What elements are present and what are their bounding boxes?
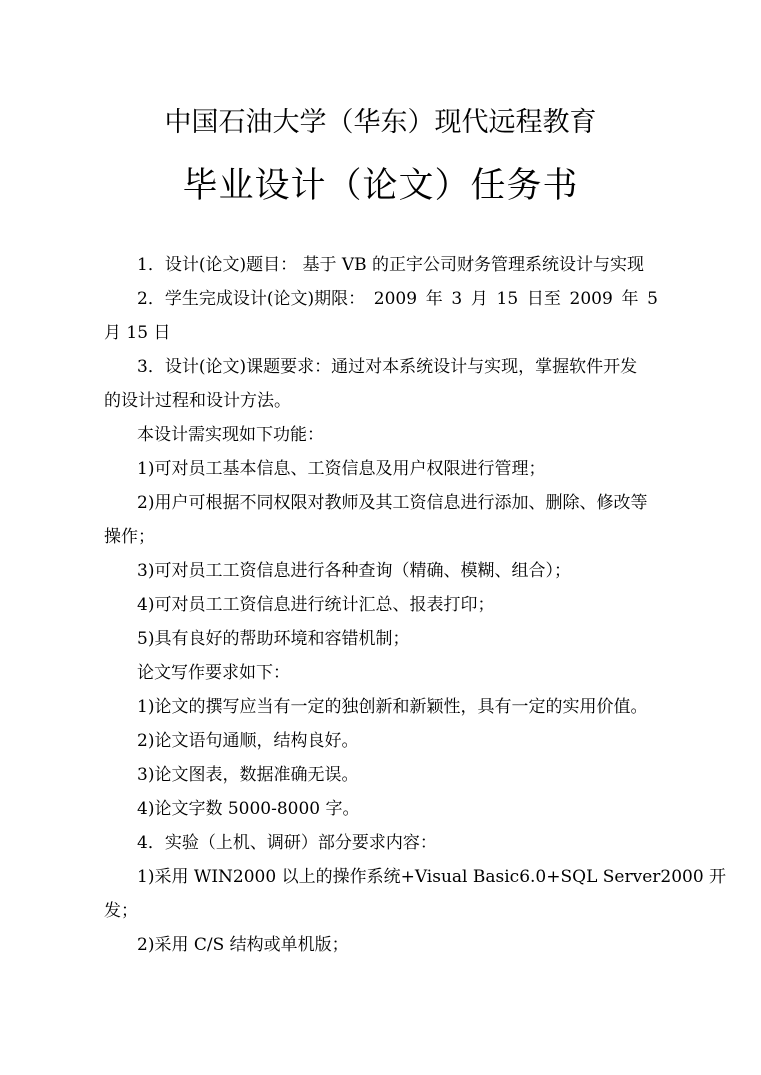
- text-fragment: 年: [621, 289, 639, 309]
- text-line: 4)可对员工工资信息进行统计汇总、报表打印；: [137, 595, 495, 615]
- text-line: 3．设计(论文)课题要求：通过对本系统设计与实现，掌握软件开发: [137, 357, 638, 377]
- text-line: 1)可对员工基本信息、工资信息及用户权限进行管理；: [137, 459, 546, 479]
- text-line: 3)可对员工工资信息进行各种查询（精确、模糊、组合）；: [137, 561, 571, 581]
- text-fragment: 月: [470, 289, 488, 309]
- document-title: 毕业设计（论文）任务书: [182, 166, 579, 206]
- document-body: [104, 248, 727, 962]
- text-line: 本设计需实现如下功能：: [137, 425, 324, 445]
- text-line: 操作；: [104, 527, 155, 547]
- text-fragment: 15: [496, 289, 519, 309]
- text-fragment: 5: [647, 289, 658, 309]
- text-line: 1．设计(论文)题目： 基于 VB 的正宇公司财务管理系统设计与实现: [137, 255, 645, 275]
- text-line: 发；: [104, 901, 138, 921]
- text-fragment: 3: [451, 289, 463, 309]
- text-fragment: 2．学生完成设计(论文)期限：: [137, 289, 366, 309]
- text-line: 2)采用 C/S 结构或单机版；: [137, 935, 349, 955]
- text-fragment: 2009: [569, 289, 613, 309]
- text-line: 月 15 日: [104, 323, 171, 343]
- school-title: 中国石油大学（华东）现代远程教育: [164, 107, 597, 138]
- text-line: 论文写作要求如下：: [137, 663, 290, 683]
- text-line: 5)具有良好的帮助环境和容错机制；: [137, 629, 410, 649]
- text-line: 的设计过程和设计方法。: [104, 391, 291, 411]
- text-line: 4)论文字数 5000-8000 字。: [137, 799, 360, 819]
- text-line: 2)用户可根据不同权限对教师及其工资信息进行添加、删除、修改等: [137, 493, 648, 513]
- text-line: 4．实验（上机、调研）部分要求内容：: [137, 833, 437, 853]
- text-line: 2)论文语句通顺，结构良好。: [137, 731, 359, 751]
- text-line: 1)采用 WIN2000 以上的操作系统+Visual Basic6.0+SQL Server2000 开: [137, 867, 727, 887]
- text-fragment: 日至: [526, 289, 561, 309]
- text-line: 1)论文的撰写应当有一定的独创新和新颖性，具有一定的实用价值。: [137, 697, 648, 717]
- text-line: [104, 282, 658, 316]
- text-line: 3)论文图表，数据准确无误。: [137, 765, 359, 785]
- text-fragment: 年: [425, 289, 443, 309]
- text-fragment: 2009: [373, 289, 418, 309]
